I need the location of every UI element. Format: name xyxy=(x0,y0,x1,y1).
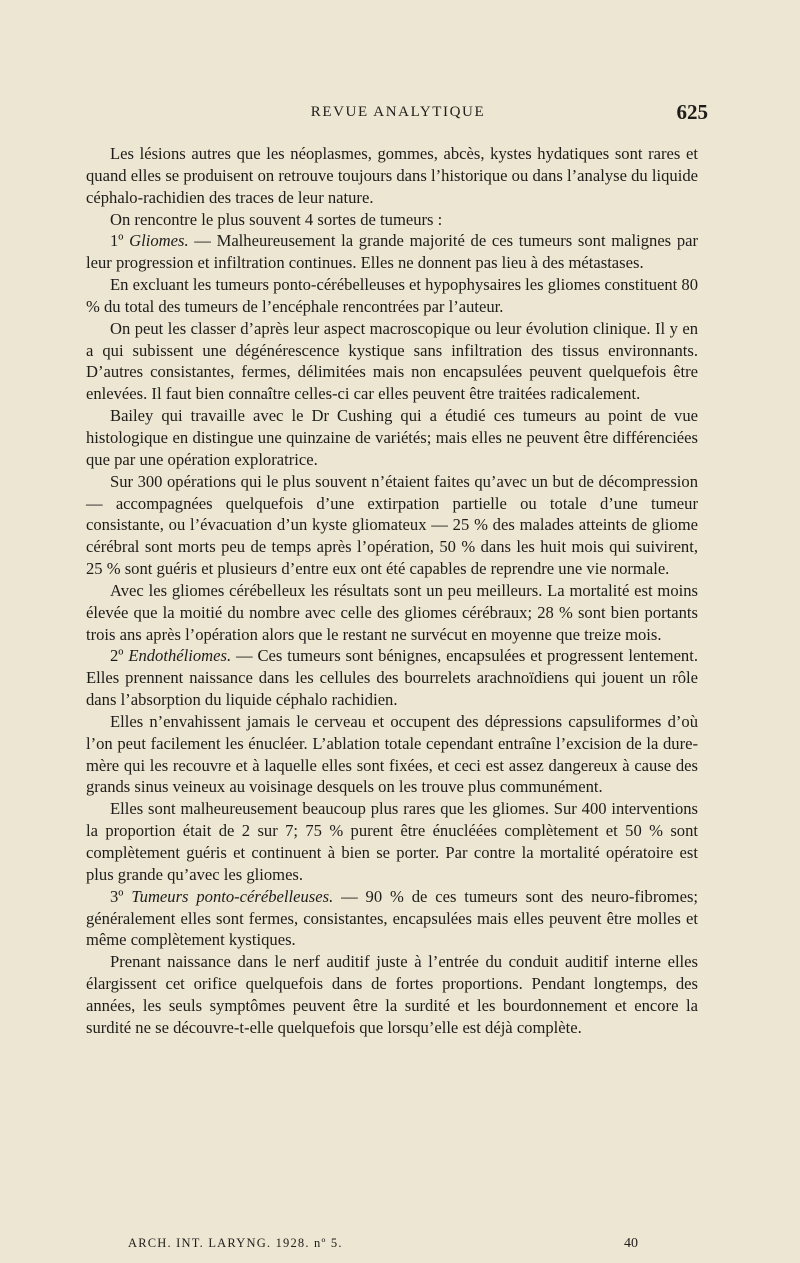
item-number: 1º xyxy=(110,231,124,251)
item-text: 90 % de ces tumeurs sont des neuro-fibromes; généralement elles sont fermes, consistantes, encapsulées mais elles peuvent être molles et même complètement kystiques. xyxy=(86,886,699,950)
page-number: 625 xyxy=(676,100,708,124)
journal-citation: ARCH. INT. LARYNG. 1928. nº 5. xyxy=(128,1236,343,1250)
paragraph xyxy=(86,230,698,274)
item-title: Endothéliomes. xyxy=(128,646,232,666)
paragraph: Elles n’envahissent jamais le cerveau et occupent des dépressions capsuliformes d’où l’on peut facilement les énucléer. L’ablation totale cependant entraîne l’excision de la dure-mère qui les recouvre et à laquelle elles sont fixées, et ceci est assez dangereux à cause des grands sinus veineux au voisinage desquels on les trouve plus communément. xyxy=(86,711,698,797)
paragraph: Les lésions autres que les néoplasmes, gommes, abcès, kystes hydatiques sont rares et quand elles se produisent on retrouve toujours dans l’historique ou dans l’analyse du liquide céphalo-rachidien des traces de leur nature. xyxy=(86,144,698,207)
item-dash: — xyxy=(188,231,217,251)
item-text: Malheureusement la grande majorité de ces tumeurs sont malignes par leur progression et infiltration continues. Elles ne donnent pas lieu à des métastases. xyxy=(86,231,699,273)
paragraph: On peut les classer d’après leur aspect macroscopique ou leur évolution clinique. Il y en a qui subissent une dégénérescence kystique sans infiltration des tissus environnants. D’autres consistantes, fermes, délimitées mais non encapsulées peuvent quelquefois être enlevées. Il faut bien connaître celles-ci car elles peuvent être traitées radicalement. xyxy=(86,318,698,404)
item-number: 3º xyxy=(110,886,124,906)
paragraph: Sur 300 opérations qui le plus souvent n’étaient faites qu’avec un but de décompression — accompagnées quelquefois d’une extirpation partielle ou totale d’une tumeur consistante, ou l’évacuation d’un kyste gliomateux — 25 % des malades atteints de gliome cérébral sont morts peu de temps après l’opération, 50 % dans les huit mois qui suivirent, 25 % sont guéris et plusieurs d’entre eux ont été capables de reprendre une vie normale. xyxy=(86,471,698,579)
signature-mark: 40 xyxy=(624,1236,638,1251)
item-number: 2º xyxy=(110,646,124,666)
item-dash: — xyxy=(231,646,258,666)
paragraph: Bailey qui travaille avec le Dr Cushing qui a étudié ces tumeurs au point de vue histologique en distingue une quinzaine de variétés; mais elles ne peuvent être différenciées que par une opération exploratrice. xyxy=(86,406,698,469)
paragraph: On rencontre le plus souvent 4 sortes de tumeurs : xyxy=(110,209,443,229)
paragraph: En excluant les tumeurs ponto-cérébelleuses et hypophysaires les gliomes constituent 80 % du total des tumeurs de l’encéphale rencontrées par l’auteur. xyxy=(86,275,699,316)
article-body xyxy=(86,143,698,1039)
paragraph: Elles sont malheureusement beaucoup plus rares que les gliomes. Sur 400 interventions la proportion était de 2 sur 7; 75 % purent être énucléées complètement et 50 % sont complètement guéris et continuent à bien se porter. Par contre la mortalité opératoire est plus grande qu’avec les gliomes. xyxy=(86,799,698,884)
paragraph: Prenant naissance dans le nerf auditif juste à l’entrée du conduit auditif interne elles élargissent cet orifice quelquefois dans de fortes proportions. Pendant longtemps, des années, les seuls symptômes peuvent être la surdité et les bourdonnement et encore la surdité ne se découvre-t-elle quelquefois que lorsqu’elle est déjà complète. xyxy=(86,952,698,1037)
paragraph xyxy=(86,645,698,711)
journal-section-title: REVUE ANALYTIQUE xyxy=(310,104,486,120)
item-title: Gliomes. xyxy=(129,231,189,251)
paragraph: Avec les gliomes cérébelleux les résultats sont un peu meilleurs. La mortalité est moins élevée que la moitié du nombre avec celle des gliomes cérébraux; 28 % sont bien portants trois ans après l’opération alors que le restant ne survécut en moyenne que treize mois. xyxy=(86,580,698,644)
item-text: Ces tumeurs sont bénignes, encapsulées et progressent lentement. Elles prennent naissance dans les cellules des bourrelets arachnoïdiens qui jouent un rôle dans l’absorption du liquide céphalo rachidien. xyxy=(86,646,698,710)
item-title: Tumeurs ponto-cérébelleuses. xyxy=(131,886,334,906)
item-dash: — xyxy=(333,886,366,906)
paragraph xyxy=(86,886,698,952)
running-header xyxy=(88,100,708,130)
